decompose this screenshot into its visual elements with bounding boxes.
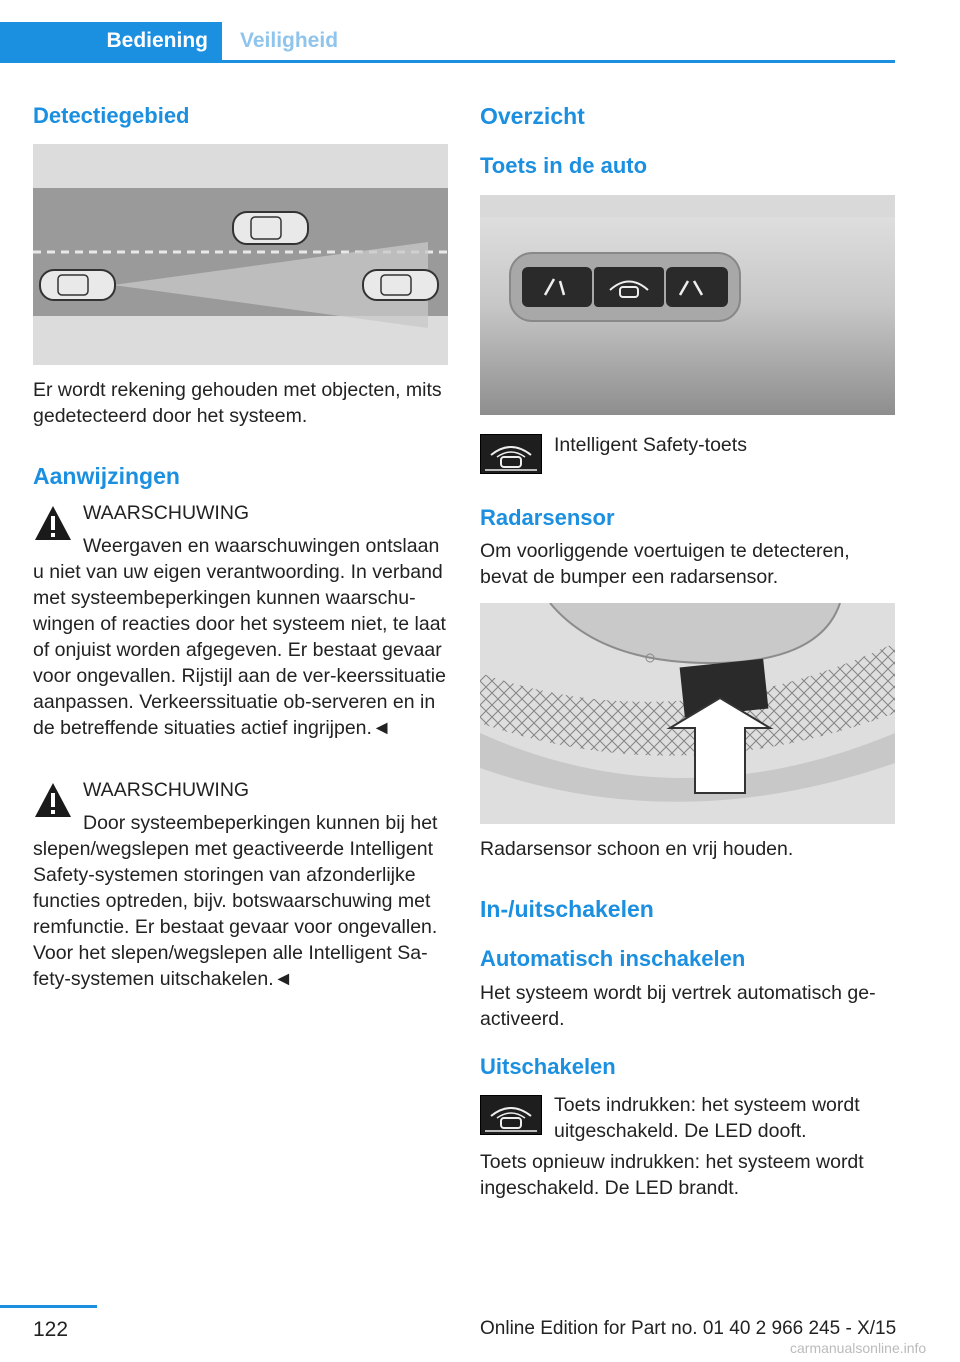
on-text: Toets opnieuw indrukken: het systeem wordt ingeschakeld. De LED brandt.: [480, 1151, 864, 1199]
heading-aanwijzingen: Aanwijzingen: [33, 463, 180, 489]
off-text: Toets indrukken: het systeem wordt uitgeschakeld. De LED dooft.: [554, 1094, 860, 1142]
tab-veiligheid[interactable]: Veiligheid: [240, 29, 339, 52]
heading-detectiegebied: Detectiegebied: [33, 103, 190, 128]
footer-line: [0, 1305, 97, 1308]
auto-text: Het systeem wordt bij vertrek automatisch ge-activeerd.: [480, 982, 876, 1030]
warning2-title: WAARSCHUWING: [83, 779, 250, 801]
heading-in-uitschakelen: In-/uitschakelen: [480, 896, 654, 922]
detection-text: Er wordt rekening gehouden met objecten, mits gedetecteerd door het systeem.: [33, 379, 442, 427]
edition-text: Online Edition for Part no. 01 40 2 966 245 - X/15: [480, 1318, 897, 1339]
tab-bediening[interactable]: Bediening: [0, 22, 222, 60]
page-number: 122: [33, 1318, 69, 1341]
detection-area-image: [33, 144, 448, 365]
tab-underline: [0, 60, 895, 63]
intelligent-safety-button-icon: [480, 1095, 542, 1135]
button-caption: Intelligent Safety-toets: [554, 434, 747, 456]
heading-toets-in-de-auto: Toets in de auto: [480, 153, 648, 178]
warning1-text: Weergaven en waarschuwingen ontslaan u niet van uw eigen verantwoording. In verband met systeembeperkingen kunnen waarschu-wingen of reacties door het systeem niet, te laat of onjuist worden afgegeven. Er bestaat gevaar voor ongevallen. Rijstijl aan de ver-keerssituatie aanpassen. Verkeerssituatie ob-serveren en in de betreffende situaties actief ingrijpen.◄: [33, 535, 446, 739]
heading-overzicht: Overzicht: [480, 103, 585, 129]
car-buttons-image: [480, 195, 895, 415]
radar-text: Om voorliggende voertuigen te detecteren, bevat de bumper een radarsensor.: [480, 540, 850, 588]
heading-uitschakelen: Uitschakelen: [480, 1054, 616, 1079]
heading-automatisch-inschakelen: Automatisch inschakelen: [480, 946, 746, 971]
radar-caption: Radarsensor schoon en vrij houden.: [480, 838, 794, 860]
warning1-title: WAARSCHUWING: [83, 502, 250, 524]
intelligent-safety-button-icon: [480, 434, 542, 474]
heading-radarsensor: Radarsensor: [480, 505, 615, 530]
warning2-text: Door systeembeperkingen kunnen bij het slepen/wegslepen met geactiveerde Intelligent Safety-systemen storingen van afzonderlijke functies optreden, bijv. botswaarschuwing met remfunctie. Er bestaat gevaar voor ongevallen. Voor het slepen/wegslepen alle Intelligent Sa-fety-systemen uitschakelen.◄: [33, 812, 438, 990]
watermark: carmanualsonline.info: [790, 1340, 927, 1356]
chapter-tabs: [0, 0, 895, 64]
radar-sensor-image: [480, 603, 895, 824]
